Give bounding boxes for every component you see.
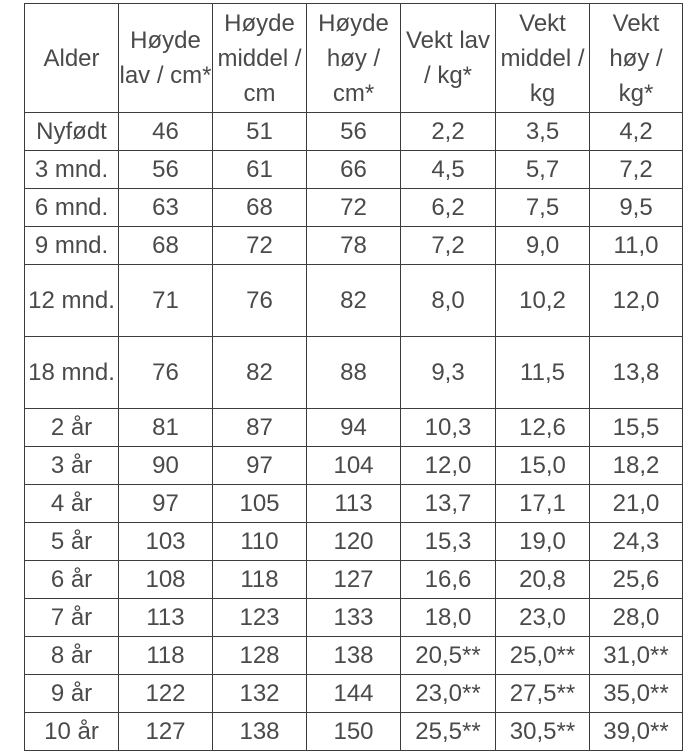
weight-high-cell: 31,0** — [590, 637, 683, 675]
weight-high-cell: 28,0 — [590, 599, 683, 637]
weight-high-cell: 7,2 — [590, 151, 683, 189]
age-cell: 9 år — [25, 675, 119, 713]
weight-mid-cell: 9,0 — [496, 227, 590, 265]
height-mid-cell: 76 — [213, 265, 307, 337]
height-mid-cell: 82 — [213, 337, 307, 409]
weight-mid-cell: 15,0 — [496, 447, 590, 485]
growth-table — [24, 3, 683, 751]
table-row — [25, 485, 683, 523]
weight-high-cell: 11,0 — [590, 227, 683, 265]
table-row — [25, 151, 683, 189]
table-row — [25, 409, 683, 447]
age-cell: 18 mnd. — [25, 337, 119, 409]
table-row — [25, 599, 683, 637]
header-height-low: Høyde lav / cm* — [119, 4, 213, 113]
age-cell: 6 år — [25, 561, 119, 599]
weight-mid-cell: 5,7 — [496, 151, 590, 189]
height-high-cell: 150 — [307, 713, 401, 751]
height-high-cell: 127 — [307, 561, 401, 599]
weight-low-cell: 9,3 — [401, 337, 496, 409]
weight-low-cell: 25,5** — [401, 713, 496, 751]
height-mid-cell: 97 — [213, 447, 307, 485]
weight-low-cell: 2,2 — [401, 113, 496, 151]
table-row — [25, 337, 683, 409]
height-low-cell: 108 — [119, 561, 213, 599]
weight-high-cell: 35,0** — [590, 675, 683, 713]
height-mid-cell: 138 — [213, 713, 307, 751]
header-row — [25, 4, 683, 113]
height-mid-cell: 110 — [213, 523, 307, 561]
weight-high-cell: 15,5 — [590, 409, 683, 447]
height-high-cell: 82 — [307, 265, 401, 337]
weight-mid-cell: 23,0 — [496, 599, 590, 637]
height-mid-cell: 51 — [213, 113, 307, 151]
header-height-mid: Høyde middel / cm — [213, 4, 307, 113]
weight-low-cell: 15,3 — [401, 523, 496, 561]
header-height-high: Høyde høy / cm* — [307, 4, 401, 113]
height-mid-cell: 128 — [213, 637, 307, 675]
height-low-cell: 56 — [119, 151, 213, 189]
height-mid-cell: 72 — [213, 227, 307, 265]
height-low-cell: 63 — [119, 189, 213, 227]
weight-low-cell: 18,0 — [401, 599, 496, 637]
height-low-cell: 103 — [119, 523, 213, 561]
table-row — [25, 265, 683, 337]
weight-mid-cell: 19,0 — [496, 523, 590, 561]
weight-mid-cell: 11,5 — [496, 337, 590, 409]
weight-mid-cell: 25,0** — [496, 637, 590, 675]
age-cell: 4 år — [25, 485, 119, 523]
weight-high-cell: 4,2 — [590, 113, 683, 151]
weight-mid-cell: 30,5** — [496, 713, 590, 751]
header-age: Alder — [25, 4, 119, 113]
weight-high-cell: 13,8 — [590, 337, 683, 409]
height-low-cell: 76 — [119, 337, 213, 409]
header-weight-high: Vekt høy / kg* — [590, 4, 683, 113]
age-cell: 10 år — [25, 713, 119, 751]
height-mid-cell: 118 — [213, 561, 307, 599]
height-low-cell: 113 — [119, 599, 213, 637]
weight-mid-cell: 10,2 — [496, 265, 590, 337]
table-row — [25, 113, 683, 151]
weight-high-cell: 25,6 — [590, 561, 683, 599]
height-high-cell: 144 — [307, 675, 401, 713]
weight-low-cell: 10,3 — [401, 409, 496, 447]
height-high-cell: 88 — [307, 337, 401, 409]
age-cell: 5 år — [25, 523, 119, 561]
height-high-cell: 78 — [307, 227, 401, 265]
weight-high-cell: 24,3 — [590, 523, 683, 561]
weight-low-cell: 23,0** — [401, 675, 496, 713]
weight-low-cell: 12,0 — [401, 447, 496, 485]
age-cell: 6 mnd. — [25, 189, 119, 227]
weight-low-cell: 4,5 — [401, 151, 496, 189]
weight-low-cell: 8,0 — [401, 265, 496, 337]
table-row — [25, 523, 683, 561]
weight-mid-cell: 12,6 — [496, 409, 590, 447]
height-high-cell: 72 — [307, 189, 401, 227]
age-cell: 3 mnd. — [25, 151, 119, 189]
age-cell: 3 år — [25, 447, 119, 485]
weight-mid-cell: 17,1 — [496, 485, 590, 523]
weight-low-cell: 6,2 — [401, 189, 496, 227]
height-low-cell: 122 — [119, 675, 213, 713]
weight-low-cell: 7,2 — [401, 227, 496, 265]
table-row — [25, 189, 683, 227]
weight-mid-cell: 20,8 — [496, 561, 590, 599]
height-low-cell: 81 — [119, 409, 213, 447]
weight-high-cell: 18,2 — [590, 447, 683, 485]
height-mid-cell: 61 — [213, 151, 307, 189]
height-high-cell: 133 — [307, 599, 401, 637]
weight-high-cell: 21,0 — [590, 485, 683, 523]
table-row — [25, 561, 683, 599]
height-mid-cell: 123 — [213, 599, 307, 637]
height-mid-cell: 68 — [213, 189, 307, 227]
height-mid-cell: 105 — [213, 485, 307, 523]
weight-high-cell: 9,5 — [590, 189, 683, 227]
height-high-cell: 56 — [307, 113, 401, 151]
height-mid-cell: 132 — [213, 675, 307, 713]
height-low-cell: 71 — [119, 265, 213, 337]
weight-low-cell: 16,6 — [401, 561, 496, 599]
table-row — [25, 637, 683, 675]
height-high-cell: 113 — [307, 485, 401, 523]
height-low-cell: 90 — [119, 447, 213, 485]
age-cell: 7 år — [25, 599, 119, 637]
age-cell: 9 mnd. — [25, 227, 119, 265]
height-high-cell: 104 — [307, 447, 401, 485]
age-cell: 12 mnd. — [25, 265, 119, 337]
height-high-cell: 138 — [307, 637, 401, 675]
weight-high-cell: 39,0** — [590, 713, 683, 751]
height-mid-cell: 87 — [213, 409, 307, 447]
table-row — [25, 447, 683, 485]
table-body — [25, 113, 683, 751]
height-high-cell: 66 — [307, 151, 401, 189]
height-low-cell: 68 — [119, 227, 213, 265]
table-row — [25, 713, 683, 751]
weight-mid-cell: 27,5** — [496, 675, 590, 713]
weight-mid-cell: 7,5 — [496, 189, 590, 227]
table-row — [25, 227, 683, 265]
height-low-cell: 127 — [119, 713, 213, 751]
height-high-cell: 94 — [307, 409, 401, 447]
height-low-cell: 118 — [119, 637, 213, 675]
height-low-cell: 46 — [119, 113, 213, 151]
table-row — [25, 675, 683, 713]
age-cell: Nyfødt — [25, 113, 119, 151]
weight-high-cell: 12,0 — [590, 265, 683, 337]
age-cell: 2 år — [25, 409, 119, 447]
height-low-cell: 97 — [119, 485, 213, 523]
header-weight-low: Vekt lav / kg* — [401, 4, 496, 113]
header-weight-mid: Vekt middel / kg — [496, 4, 590, 113]
weight-low-cell: 13,7 — [401, 485, 496, 523]
weight-mid-cell: 3,5 — [496, 113, 590, 151]
height-high-cell: 120 — [307, 523, 401, 561]
weight-low-cell: 20,5** — [401, 637, 496, 675]
age-cell: 8 år — [25, 637, 119, 675]
